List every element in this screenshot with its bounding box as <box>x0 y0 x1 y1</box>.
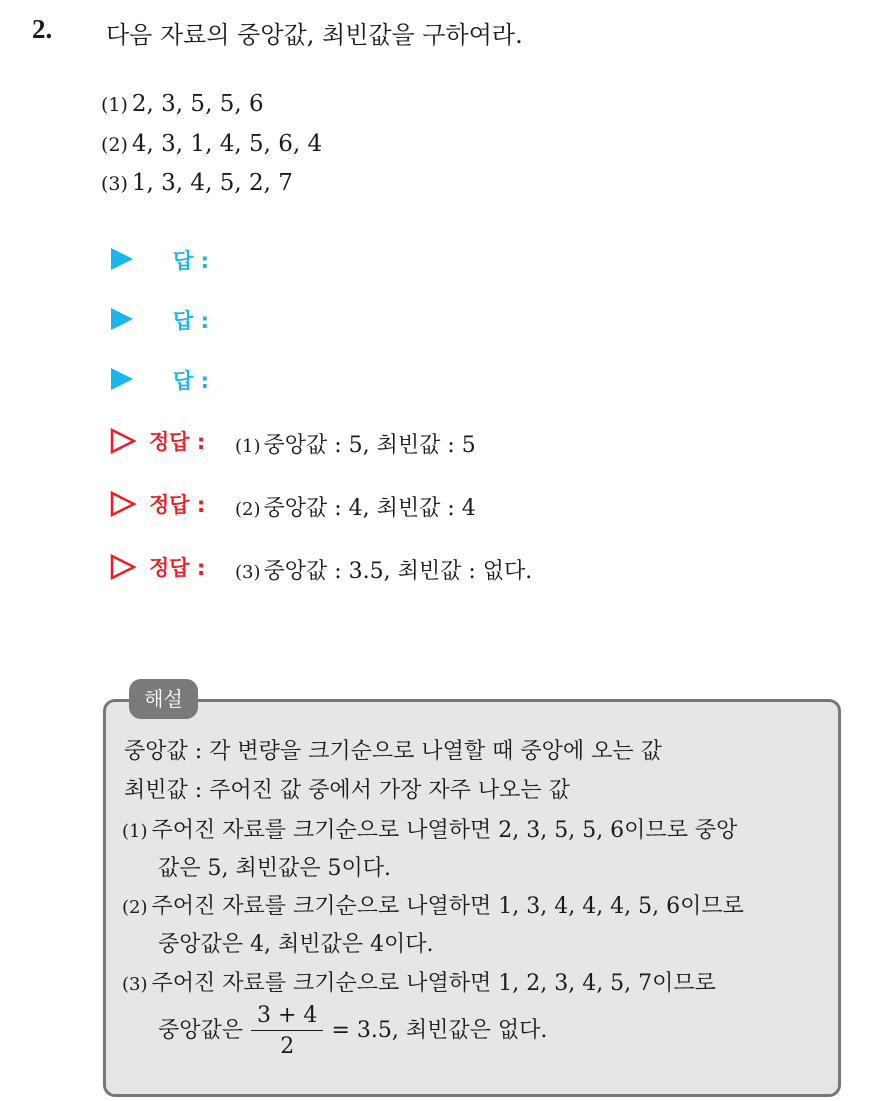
correct-label-1: 정답 : <box>149 430 206 454</box>
explanation-tag: 해설 <box>129 679 198 719</box>
item-values: 4, 3, 1, 4, 5, 6, 4 <box>131 131 323 157</box>
item-values: 2, 3, 5, 5, 6 <box>131 91 264 117</box>
outline-arrow-icon <box>110 428 136 454</box>
outline-arrow-icon <box>110 491 136 517</box>
part-number: (2) <box>122 897 148 918</box>
correct-answer-2 <box>235 491 476 522</box>
answer-text: 중앙값 : 5, 최빈값 : 5 <box>263 433 476 458</box>
item-number: (2) <box>101 134 128 156</box>
explanation-part-2-cont: 중앙값은 4, 최빈값은 4이다. <box>158 932 434 957</box>
play-arrow-icon <box>111 248 133 270</box>
part-number: (3) <box>122 974 148 995</box>
data-item-3 <box>101 170 293 196</box>
correct-answer-3 <box>235 554 532 585</box>
data-item-2 <box>101 131 322 157</box>
answer-label-3: 답 : <box>173 369 209 393</box>
part-number: (1) <box>122 821 148 842</box>
answer-label-2: 답 : <box>173 309 209 333</box>
answer-number: (3) <box>235 562 261 583</box>
answer-text: 중앙값 : 4, 최빈값 : 4 <box>263 496 476 521</box>
correct-answer-1 <box>235 428 476 459</box>
correct-label-2: 정답 : <box>149 493 206 517</box>
part-text: 주어진 자료를 크기순으로 나열하면 1, 2, 3, 4, 5, 7이므로 <box>151 971 716 996</box>
item-number: (3) <box>101 173 128 195</box>
play-arrow-icon <box>111 308 133 330</box>
item-values: 1, 3, 4, 5, 2, 7 <box>131 170 293 196</box>
explanation-part-2 <box>122 889 744 920</box>
part-text: 주어진 자료를 크기순으로 나열하면 1, 3, 4, 4, 4, 5, 6이므로 <box>151 894 744 919</box>
explanation-part-3-cont <box>158 1003 547 1059</box>
explanation-part-1 <box>122 813 737 844</box>
fraction-numerator: 3 + 4 <box>251 1003 323 1031</box>
part-text: 주어진 자료를 크기순으로 나열하면 2, 3, 5, 5, 6이므로 중앙 <box>151 818 738 843</box>
outline-arrow-icon <box>110 554 136 580</box>
item-number: (1) <box>101 94 128 116</box>
correct-label-3: 정답 : <box>149 556 206 580</box>
answer-label-1: 답 : <box>173 249 209 273</box>
part-text-suffix: = 3.5, 최빈값은 없다. <box>331 1018 548 1043</box>
explanation-median-definition: 중앙값 : 각 변량을 크기순으로 나열할 때 중앙에 오는 값 <box>124 739 662 764</box>
explanation-part-1-cont: 값은 5, 최빈값은 5이다. <box>158 856 391 881</box>
fraction-denominator: 2 <box>280 1034 295 1059</box>
data-item-1 <box>101 91 264 117</box>
fraction <box>251 1003 323 1059</box>
answer-number: (1) <box>235 436 261 457</box>
answer-text: 중앙값 : 3.5, 최빈값 : 없다. <box>263 559 533 584</box>
question-text: 다음 자료의 중앙값, 최빈값을 구하여라. <box>106 21 523 49</box>
answer-number: (2) <box>235 499 261 520</box>
explanation-mode-definition: 최빈값 : 주어진 값 중에서 가장 자주 나오는 값 <box>124 778 570 803</box>
question-number: 2. <box>32 14 53 44</box>
part-text-prefix: 중앙값은 <box>158 1018 244 1043</box>
explanation-part-3 <box>122 966 716 997</box>
play-arrow-icon <box>111 368 133 390</box>
